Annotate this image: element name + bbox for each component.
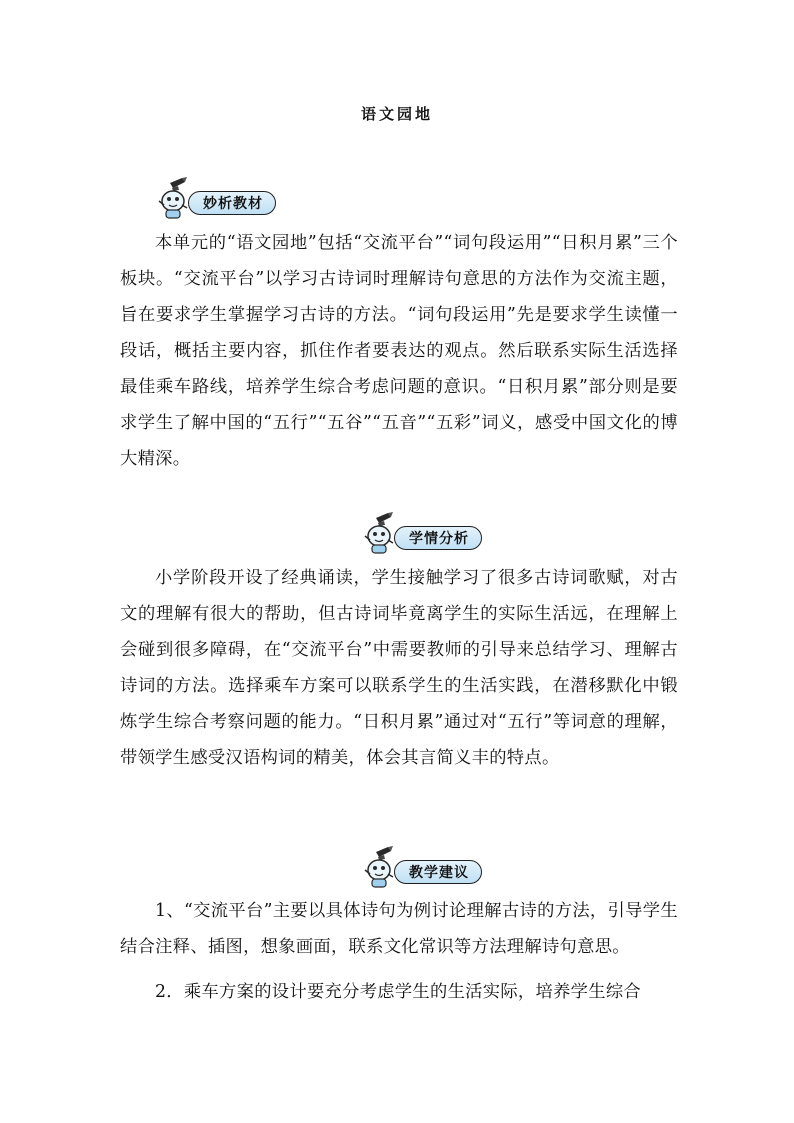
section-badge: 学情分析 [394, 526, 482, 550]
section-badge: 教学建议 [394, 860, 482, 884]
pencil-mascot-icon [156, 177, 194, 221]
section-paragraph: 本单元的“语文园地”包括“交流平台”“词句段运用”“日积月累”三个板块。“交流平台”以学习古诗词时理解诗句意思的方法作为交流主题，旨在要求学生掌握学习古诗的方法。“词句段运用”先是要求学生读懂一段话，概括主要内容，抓住作者要表达的观点。然后联系实际生活选择最佳乘车路线，培养学生综合考虑问题的意识。“日积月累”部分则是要求学生了解中国的“五行”“五谷”“五音”“五彩”词义，感受中国文化的博大精深。 [120, 233, 678, 469]
section-header-teaching-suggestions [362, 846, 482, 890]
suggestion-item: 2．乘车方案的设计要充分考虑学生的生活实际，培养学生综合 [155, 982, 641, 1002]
page-title: 语文园地 [360, 105, 433, 123]
section-badge: 妙析教材 [188, 191, 276, 215]
suggestion-item: 1、“交流平台”主要以具体诗句为例讨论理解古诗的方法，引导学生结合注释、插图，想象画面，联系文化常识等方法理解诗句意思。 [120, 901, 678, 957]
section-header-textbook-analysis [156, 177, 276, 221]
pencil-mascot-icon [362, 512, 400, 556]
section-paragraph: 小学阶段开设了经典诵读，学生接触学习了很多古诗词歌赋，对古文的理解有很大的帮助，但古诗词毕竟离学生的实际生活远，在理解上会碰到很多障碍，在“交流平台”中需要教师的引导来总结学习、理解古诗词的方法。选择乘车方案可以联系学生的生活实践，在潜移默化中锻炼学生综合考察问题的能力。“日积月累”通过对“五行”等词意的理解，带领学生感受汉语构词的精美，体会其言简义丰的特点。 [120, 568, 678, 768]
pencil-mascot-icon [362, 846, 400, 890]
section-header-learner-analysis [362, 512, 482, 556]
